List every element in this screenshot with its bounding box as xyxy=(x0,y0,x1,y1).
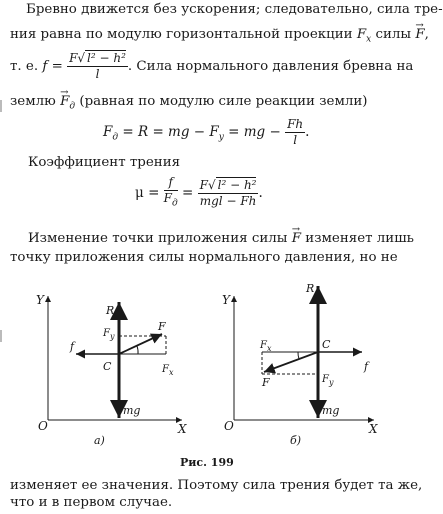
text-line-2: ния равна по модулю горизонтальной проекции $F_x$ силы → F, xyxy=(10,27,429,48)
text-line-7: точку приложения силы нормального давления, но не xyxy=(10,250,398,265)
svg-text:R: R xyxy=(106,304,115,317)
equation-friction-coefficient: μ = $\frac{f}{F_д}$ = $\frac{\text{F√ l² − h²}}{\text{mgl − Fh}}$ . xyxy=(135,175,263,209)
svg-text:C: C xyxy=(322,338,331,351)
svg-text:Fy: $F_y$ xyxy=(103,328,115,341)
diagram-b xyxy=(222,282,378,447)
svg-text:Y: Y xyxy=(222,293,230,307)
text-line-8: изменяет ее значения. Поэтому сила трения будет та же, xyxy=(10,478,423,493)
svg-text:Fy: $F_y$ xyxy=(322,374,334,387)
svg-text:Fx: $F_x$ xyxy=(162,364,174,377)
svg-text:F: F xyxy=(262,376,270,389)
figure-199 xyxy=(0,278,404,478)
text-line-5: Коэффициент трения xyxy=(28,155,181,170)
svg-text:f: f xyxy=(364,360,369,373)
text-line-3: т. е. f = $\frac{\text{F√ l² − h²}}{l}$ . Сила нормального давления бревна на xyxy=(10,51,414,81)
diagram-a xyxy=(36,293,187,447)
svg-text:O: O xyxy=(38,419,48,433)
svg-text:O: O xyxy=(224,419,234,433)
edge-mark-1 xyxy=(0,100,2,112)
svg-text:mg: mg xyxy=(123,404,141,417)
friction-fraction: $\frac{\text{F√ l² − h²}}{l}$ xyxy=(69,51,126,81)
svg-text:а): а) xyxy=(94,434,105,447)
svg-text:mg: mg xyxy=(322,404,340,417)
text-line-9: что и в первом случае. xyxy=(10,495,173,510)
svg-text:F: F xyxy=(158,320,166,333)
svg-text:X: X xyxy=(369,422,378,436)
text-line-6: Изменение точки приложения силы → F изменяет лишь xyxy=(28,231,414,247)
svg-text:Fx: $F_x$ xyxy=(260,340,272,353)
svg-text:б): б) xyxy=(290,434,302,447)
equation-normal-force: $F_д = R$ = mg − $F_y$ = mg − $\frac{Fh}{l}$ . xyxy=(103,117,310,147)
svg-text:Y: Y xyxy=(36,293,44,307)
svg-text:C: C xyxy=(103,360,112,373)
text-line-4: землю → $F_д$ (равная по модулю силе реакции земли) xyxy=(10,94,368,115)
text-line-1: Бревно движется без ускорения; следовательно, сила тре- xyxy=(26,2,443,17)
svg-text:X: X xyxy=(178,422,187,436)
svg-text:R: R xyxy=(306,282,315,295)
svg-text:f: f xyxy=(70,340,75,353)
figure-caption: Рис. 199 xyxy=(180,456,234,469)
